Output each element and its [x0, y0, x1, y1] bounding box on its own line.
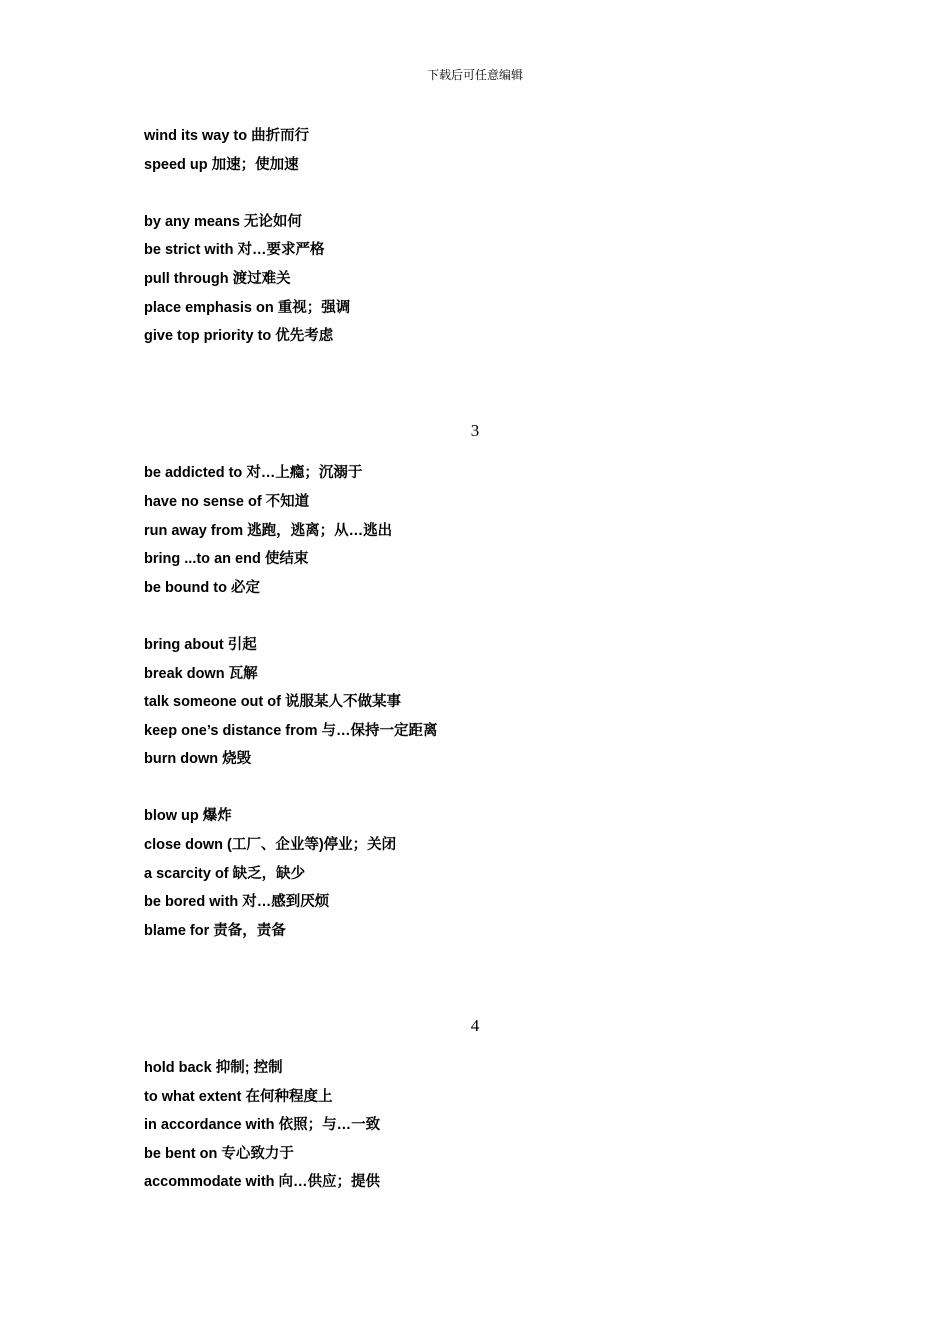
phrase-line: break down 瓦解	[144, 666, 258, 682]
phrase-line: a scarcity of 缺乏，缺少	[144, 866, 306, 882]
page-header: 下载后可任意编辑	[426, 68, 523, 82]
phrase-line: be bound to 必定	[144, 580, 260, 596]
phrase-line: to what extent 在何种程度上	[144, 1089, 333, 1105]
phrase-line: in accordance with 依照；与…一致	[144, 1117, 381, 1133]
phrase-line: burn down 烧毁	[144, 751, 252, 767]
phrase-line: bring ...to an end 使结束	[144, 551, 309, 567]
phrase-line: run away from 逃跑，逃离；从…逃出	[144, 523, 393, 539]
phrase-line: talk someone out of 说服某人不做某事	[144, 694, 401, 710]
phrase-line: be bored with 对…感到厌烦	[144, 894, 330, 910]
phrase-line: speed up 加速；使加速	[144, 157, 299, 173]
section-number: 4	[470, 1016, 480, 1035]
phrase-line: give top priority to 优先考虑	[144, 328, 334, 344]
phrase-line: be strict with 对…要求严格	[144, 242, 325, 258]
phrase-line: blame for 责备，责备	[144, 923, 286, 939]
phrase-line: be bent on 专心致力于	[144, 1146, 294, 1162]
phrase-line: wind its way to 曲折而行	[144, 128, 310, 144]
phrase-line: pull through 渡过难关	[144, 271, 291, 287]
phrase-line: have no sense of 不知道	[144, 494, 310, 510]
phrase-line: close down (工厂、企业等)停业；关闭	[144, 837, 397, 853]
phrase-line: blow up 爆炸	[144, 808, 232, 824]
phrase-line: by any means 无论如何	[144, 214, 302, 230]
phrase-line: place emphasis on 重视；强调	[144, 300, 351, 316]
phrase-line: be addicted to 对…上瘾；沉溺于	[144, 465, 363, 481]
phrase-line: bring about 引起	[144, 637, 257, 653]
phrase-line: hold back 抑制; 控制	[144, 1060, 283, 1076]
phrase-line: accommodate with 向…供应；提供	[144, 1174, 381, 1190]
section-number: 3	[470, 421, 480, 440]
phrase-line: keep one’s distance from 与…保持一定距离	[144, 723, 438, 739]
